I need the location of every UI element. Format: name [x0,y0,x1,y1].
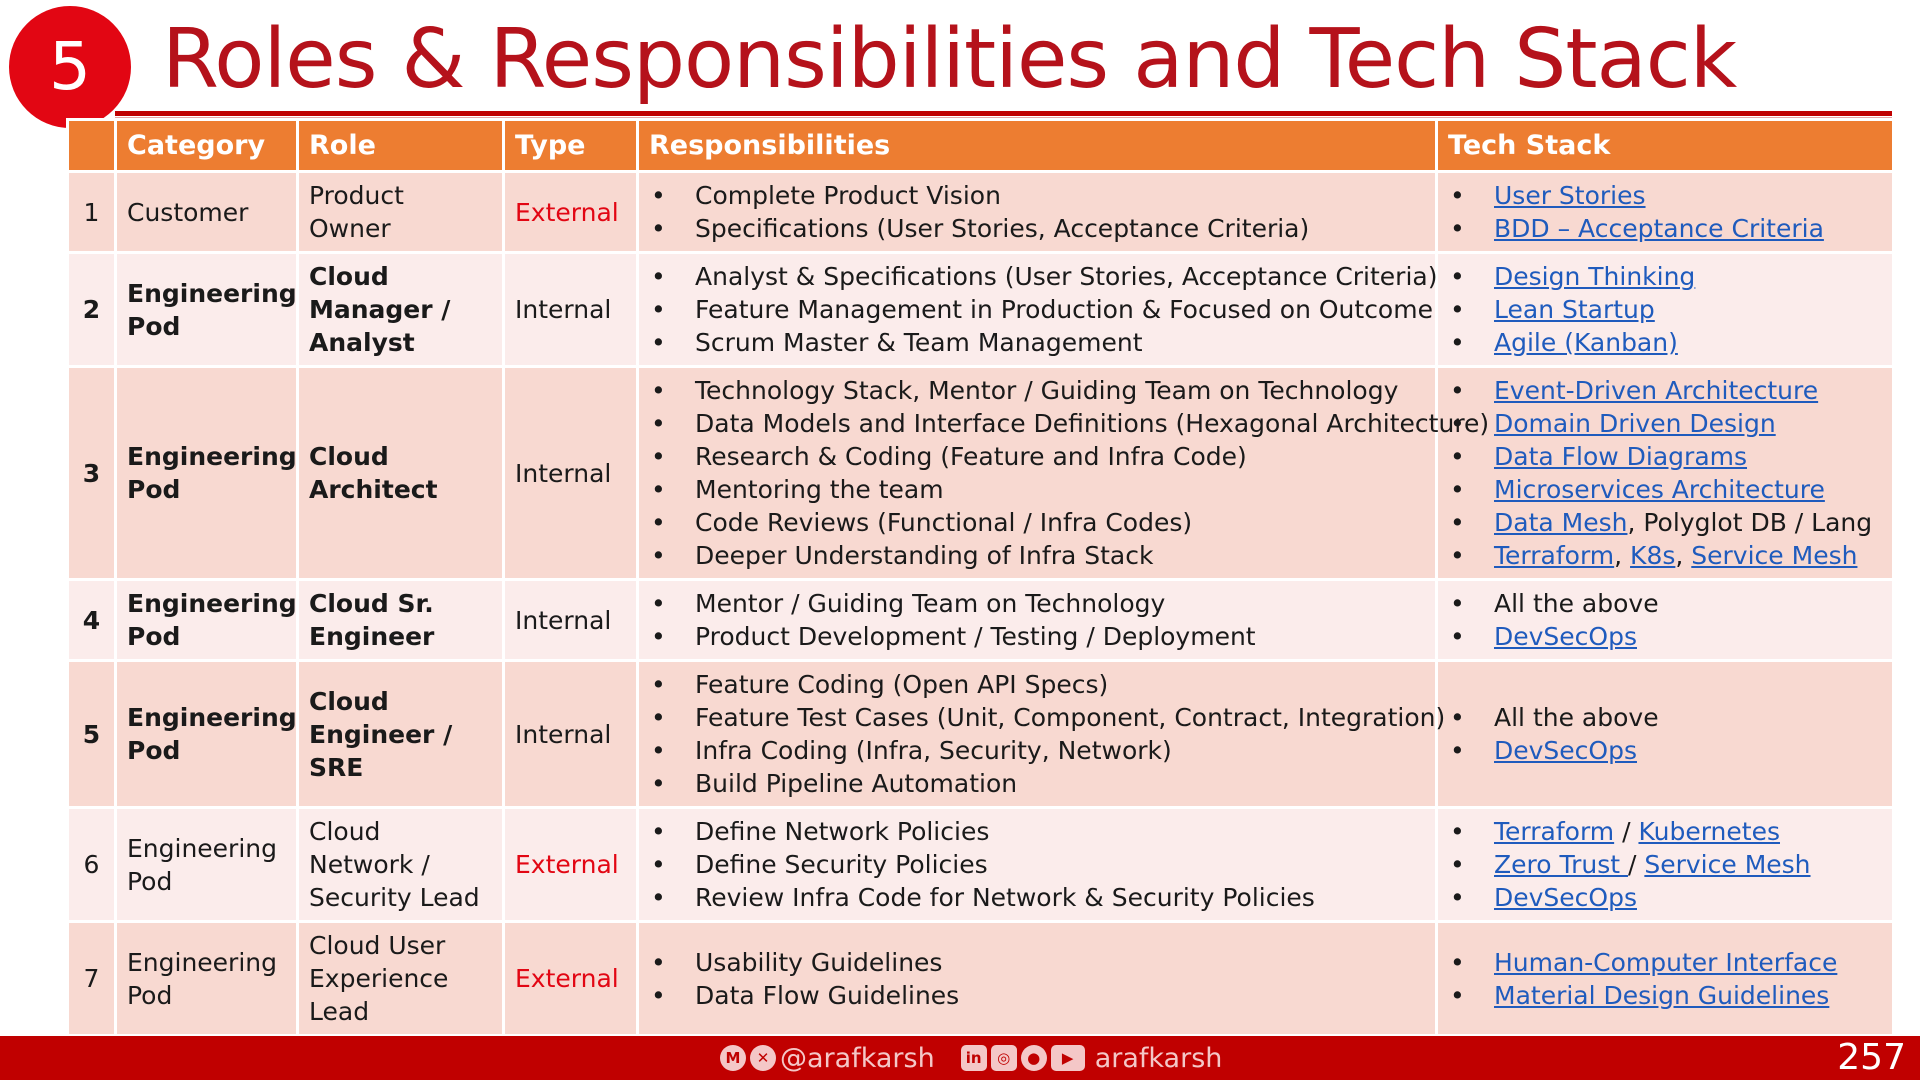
row-number: 6 [68,808,116,922]
tech-link[interactable]: DevSecOps [1494,883,1637,912]
tech-stack-cell [1437,808,1894,922]
responsibility-item: • Data Flow Guidelines [649,979,1425,1012]
tech-stack-item [1448,946,1882,979]
role-cell: Product Owner [298,172,504,253]
tech-stack-cell [1437,367,1894,580]
table-row [68,367,1894,580]
tech-stack-item [1448,701,1882,734]
responsibilities-list [649,374,1490,572]
row-number: 2 [68,253,116,367]
tech-stack-item [1448,179,1882,212]
responsibility-item: • Scrum Master & Team Management [649,326,1425,359]
tech-stack-item [1448,539,1882,572]
roles-table-container [66,118,1892,1037]
tech-text: All the above [1494,589,1659,618]
responsibilities-cell [638,253,1437,367]
tech-stack-item [1448,587,1882,620]
responsibilities-list [649,260,1438,359]
tech-stack-item [1448,506,1882,539]
responsibility-item: • Define Network Policies [649,815,1425,848]
category-cell: Engineering Pod [116,367,298,580]
tech-link[interactable]: K8s [1630,541,1676,570]
github-icon[interactable]: ● [1021,1045,1047,1071]
header-num [68,120,116,172]
table-body [68,172,1894,1036]
responsibilities-cell [638,367,1490,580]
responsibilities-cell [638,172,1437,253]
tech-stack-item [1448,473,1882,506]
tech-stack-item [1448,260,1882,293]
category-cell: Engineering Pod [116,253,298,367]
responsibility-item: • Review Infra Code for Network & Security Policies [649,881,1425,914]
tech-stack-cell [1437,661,1894,808]
tech-link[interactable]: Terraform [1494,541,1615,570]
responsibilities-cell [638,808,1437,922]
tech-link[interactable]: DevSecOps [1494,622,1637,651]
type-cell: Internal [504,253,638,367]
instagram-icon[interactable]: ◎ [991,1045,1017,1071]
role-cell: Cloud Network / Security Lead [298,808,504,922]
social-name: arafkarsh [1094,1042,1223,1074]
tech-link[interactable]: DevSecOps [1494,736,1637,765]
medium-icon[interactable]: M [720,1045,746,1071]
row-number: 4 [68,580,116,661]
slide-number-badge: 5 [9,6,131,128]
tech-stack-list [1448,946,1882,1012]
header-tech-stack: Tech Stack [1437,120,1894,172]
table-header-row [68,120,1894,172]
type-cell: Internal [504,367,638,580]
row-number: 1 [68,172,116,253]
tech-stack-item [1448,979,1882,1012]
tech-link[interactable]: BDD – Acceptance Criteria [1494,214,1824,243]
responsibilities-list [649,668,1446,800]
page-number: 257 [1837,1037,1906,1078]
tech-stack-item [1448,848,1882,881]
tech-link[interactable]: Service Mesh [1691,541,1858,570]
tech-link[interactable]: Agile (Kanban) [1494,328,1678,357]
tech-stack-item [1448,407,1882,440]
responsibility-item: • Complete Product Vision [649,179,1425,212]
tech-link[interactable]: Lean Startup [1494,295,1655,324]
category-cell: Customer [116,172,298,253]
tech-text: , [1614,541,1631,570]
page-title: Roles & Responsibilities and Tech Stack [162,12,1737,107]
tech-link[interactable]: Material Design Guidelines [1494,980,1830,1010]
table-row [68,580,1894,661]
header-role: Role [298,120,504,172]
tech-stack-cell [1437,922,1894,1036]
type-cell: Internal [504,661,638,808]
tech-link[interactable]: Service Mesh [1644,850,1811,879]
header-type: Type [504,120,638,172]
responsibility-item: • Analyst & Specifications (User Stories, Acceptance Criteria) [649,260,1425,293]
responsibility-item: • Product Development / Testing / Deployment [649,620,1425,653]
responsibility-item: • Usability Guidelines [649,946,1425,979]
tech-link[interactable]: Design Thinking [1494,262,1696,291]
responsibility-item: • Feature Management in Production & Focused on Outcome [649,293,1425,326]
tech-stack-cell [1437,580,1894,661]
table-row [68,253,1894,367]
tech-stack-list [1448,260,1882,359]
tech-text: All the above [1494,703,1659,732]
tech-stack-item [1448,440,1882,473]
linkedin-icon[interactable]: in [961,1045,987,1071]
tech-stack-item [1448,881,1882,914]
category-cell: Engineering Pod [116,580,298,661]
responsibility-item: • Feature Coding (Open API Specs) [649,668,1425,701]
youtube-icon[interactable]: ▶ [1051,1045,1085,1071]
role-cell: Cloud Architect [298,367,504,580]
tech-text: , Polyglot DB / Lang [1627,508,1873,537]
responsibility-item: • Code Reviews (Functional / Infra Codes) [649,506,1425,539]
responsibility-item: • Data Models and Interface Definitions (Hexagonal Architecture) [649,407,1425,440]
responsibilities-list [649,179,1425,245]
responsibility-item: • Specifications (User Stories, Acceptance Criteria) [649,212,1425,245]
table-row [68,172,1894,253]
category-cell: Engineering Pod [116,922,298,1036]
responsibility-item: • Build Pipeline Automation [649,767,1425,800]
tech-text: / [1627,850,1645,879]
tech-link[interactable]: Data Mesh [1494,508,1628,537]
type-cell: External [504,172,638,253]
tech-stack-list [1448,815,1882,914]
tech-stack-cell [1437,253,1894,367]
role-cell: Cloud User Experience Lead [298,922,504,1036]
tech-stack-item [1448,374,1882,407]
responsibility-item: • Define Security Policies [649,848,1425,881]
type-cell: External [504,808,638,922]
tech-stack-list [1448,587,1882,653]
table-row [68,922,1894,1036]
responsibilities-list [649,587,1425,653]
tech-link[interactable]: Terraform [1494,817,1615,846]
row-number: 3 [68,367,116,580]
header-responsibilities: Responsibilities [638,120,1437,172]
tech-link[interactable]: Domain Driven Design [1494,409,1776,438]
responsibility-item: • Technology Stack, Mentor / Guiding Team on Technology [649,374,1425,407]
table-row [68,661,1894,808]
roles-table [66,118,1895,1037]
tech-text: , [1675,541,1692,570]
role-cell: Cloud Engineer / SRE [298,661,504,808]
role-cell: Cloud Manager / Analyst [298,253,504,367]
social-handle: @arafkarsh [780,1042,935,1074]
responsibilities-list [649,946,1425,1012]
responsibility-item: • Infra Coding (Infra, Security, Network) [649,734,1425,767]
header-category: Category [116,120,298,172]
tech-stack-list [1448,374,1882,572]
responsibility-item: • Research & Coding (Feature and Infra Code) [649,440,1425,473]
type-cell: Internal [504,580,638,661]
title-underline [115,111,1892,116]
tech-stack-item [1448,293,1882,326]
x-icon[interactable]: ✕ [750,1045,776,1071]
responsibilities-list [649,815,1425,914]
responsibilities-cell [638,580,1437,661]
category-cell: Engineering Pod [116,808,298,922]
tech-stack-item [1448,212,1882,245]
footer-bar [0,1036,1920,1080]
responsibilities-cell [638,922,1437,1036]
tech-link[interactable]: Microservices Architecture [1494,475,1825,504]
responsibility-item: • Mentoring the team [649,473,1425,506]
tech-link[interactable]: Data Flow Diagrams [1494,442,1748,471]
tech-link[interactable]: Event-Driven Architecture [1494,376,1819,405]
tech-text: / [1614,817,1639,846]
tech-link[interactable]: User Stories [1494,181,1646,210]
tech-stack-list [1448,179,1882,245]
tech-stack-item [1448,326,1882,359]
tech-link[interactable]: Human-Computer Interface [1494,947,1838,977]
role-cell: Cloud Sr. Engineer [298,580,504,661]
row-number: 5 [68,661,116,808]
category-cell: Engineering Pod [116,661,298,808]
type-cell: External [504,922,638,1036]
tech-stack-item [1448,734,1882,767]
responsibility-item: • Feature Test Cases (Unit, Component, Contract, Integration) [649,701,1425,734]
table-row [68,808,1894,922]
tech-link[interactable]: Zero Trust [1494,850,1628,879]
tech-stack-item [1448,815,1882,848]
tech-link[interactable]: Kubernetes [1638,817,1780,846]
tech-stack-list [1448,701,1882,767]
row-number: 7 [68,922,116,1036]
social-links [720,1040,1222,1076]
responsibilities-cell [638,661,1446,808]
tech-stack-cell [1437,172,1894,253]
responsibility-item: • Mentor / Guiding Team on Technology [649,587,1425,620]
responsibility-item: • Deeper Understanding of Infra Stack [649,539,1425,572]
tech-stack-item [1448,620,1882,653]
